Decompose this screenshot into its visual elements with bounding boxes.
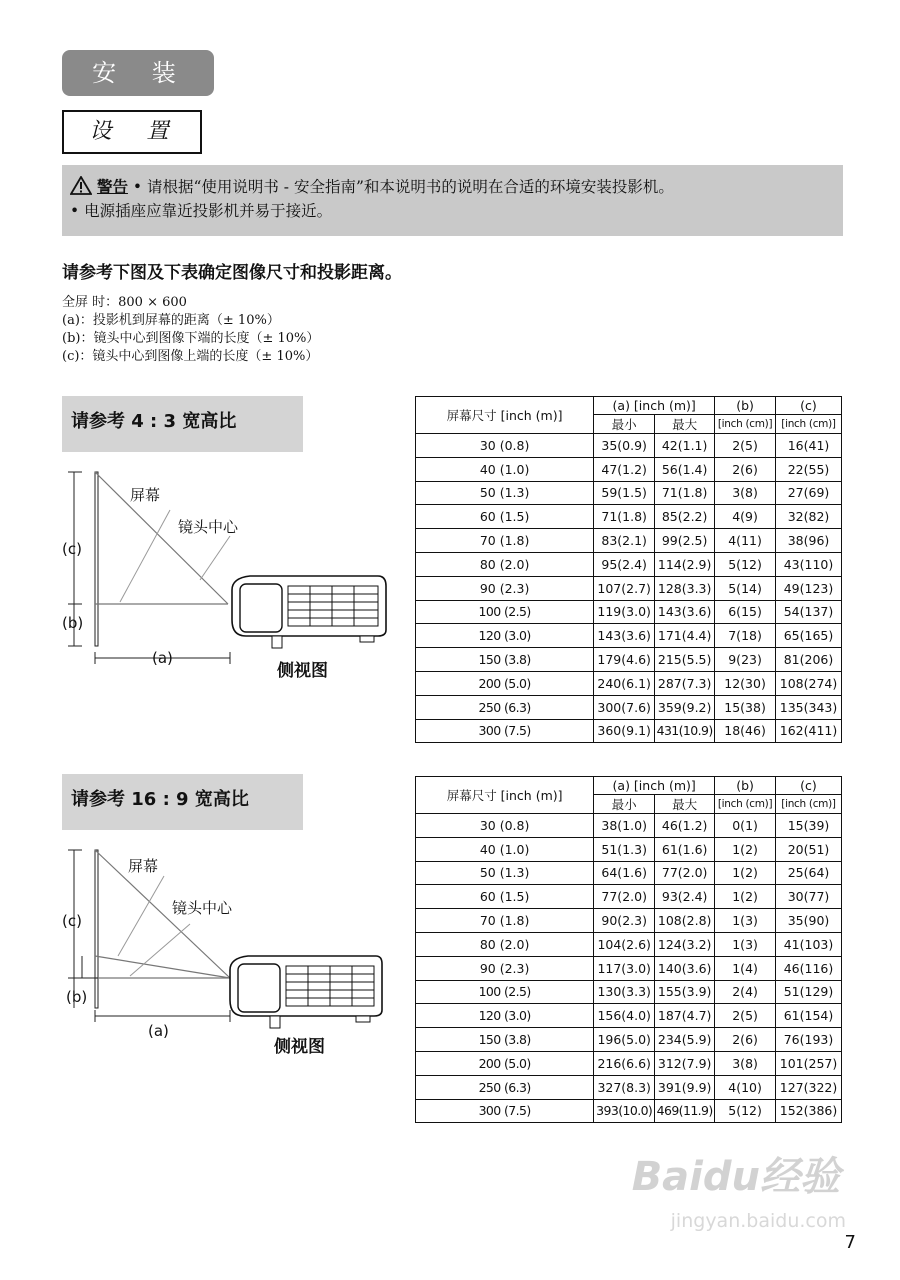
header-a: (a) [inch (m)] <box>594 397 715 415</box>
cell-size: 30 (0.8) <box>416 814 594 838</box>
header-b-unit: [inch (cm)] <box>715 415 776 434</box>
screen-shape <box>95 472 98 646</box>
lens-pointer-line <box>130 924 190 976</box>
side-view-diagram-169 <box>60 846 400 1046</box>
cell-size: 120 (3.0) <box>416 624 594 648</box>
cell-c: 51(129) <box>776 980 842 1004</box>
warning-title: 警告 <box>96 178 128 196</box>
cell-size: 70 (1.8) <box>416 909 594 933</box>
cell-b: 2(5) <box>715 434 776 458</box>
cell-a-max: 99(2.5) <box>655 529 715 553</box>
table-row <box>416 932 842 956</box>
note-a: (a)：投影机到屏幕的距离（± 10%） <box>62 313 280 328</box>
cell-b: 5(14) <box>715 576 776 600</box>
page-number: 7 <box>844 1232 856 1253</box>
cell-c: 76(193) <box>776 1028 842 1052</box>
cell-a-min: 90(2.3) <box>594 909 655 933</box>
table-row <box>416 552 842 576</box>
cell-c: 20(51) <box>776 837 842 861</box>
cell-a-max: 359(9.2) <box>655 695 715 719</box>
cell-a-max: 114(2.9) <box>655 552 715 576</box>
cell-c: 127(322) <box>776 1075 842 1099</box>
projector-icon <box>232 576 386 648</box>
header-c: (c) <box>776 777 842 795</box>
cell-a-min: 196(5.0) <box>594 1028 655 1052</box>
header-b: (b) <box>715 777 776 795</box>
table-row <box>416 434 842 458</box>
note-c: (c)：镜头中心到图像上端的长度（± 10%） <box>62 349 319 364</box>
warning-triangle-icon <box>70 176 92 195</box>
table-row <box>416 600 842 624</box>
cell-b: 1(3) <box>715 909 776 933</box>
cell-b: 7(18) <box>715 624 776 648</box>
notes <box>62 294 319 366</box>
cell-a-min: 327(8.3) <box>594 1075 655 1099</box>
subsection-title: 设 置 <box>62 110 202 154</box>
label-c: (c) <box>62 912 82 930</box>
header-max: 最大 <box>655 415 715 434</box>
cell-b: 2(6) <box>715 1028 776 1052</box>
label-lens: 镜头中心 <box>178 518 239 536</box>
side-view-diagram-43 <box>60 470 400 680</box>
cell-size: 150 (3.8) <box>416 1028 594 1052</box>
note-b: (b)：镜头中心到图像下端的长度（± 10%） <box>62 331 320 346</box>
table-row <box>416 1051 842 1075</box>
cell-size: 70 (1.8) <box>416 529 594 553</box>
cell-c: 152(386) <box>776 1099 842 1123</box>
cell-a-min: 95(2.4) <box>594 552 655 576</box>
table-169 <box>415 776 842 1123</box>
cell-a-max: 56(1.4) <box>655 457 715 481</box>
cell-size: 90 (2.3) <box>416 956 594 980</box>
label-c: (c) <box>62 540 82 558</box>
cell-a-max: 128(3.3) <box>655 576 715 600</box>
label-side-view: 侧视图 <box>274 1037 325 1057</box>
label-a: (a) <box>148 1022 169 1040</box>
cell-size: 200 (5.0) <box>416 1051 594 1075</box>
table-row <box>416 529 842 553</box>
cell-a-min: 51(1.3) <box>594 837 655 861</box>
cell-c: 65(165) <box>776 624 842 648</box>
cell-a-min: 240(6.1) <box>594 671 655 695</box>
table-43 <box>415 396 842 743</box>
cell-size: 90 (2.3) <box>416 576 594 600</box>
cell-a-max: 124(3.2) <box>655 932 715 956</box>
label-b: (b) <box>62 614 84 632</box>
cell-b: 1(2) <box>715 837 776 861</box>
cell-size: 120 (3.0) <box>416 1004 594 1028</box>
cell-a-min: 77(2.0) <box>594 885 655 909</box>
cell-size: 250 (6.3) <box>416 695 594 719</box>
cell-size: 300 (7.5) <box>416 719 594 743</box>
beam-top-line <box>95 472 228 604</box>
cell-a-min: 360(9.1) <box>594 719 655 743</box>
cell-a-max: 234(5.9) <box>655 1028 715 1052</box>
cell-b: 4(9) <box>715 505 776 529</box>
lens-pointer-line <box>200 536 230 580</box>
cell-size: 50 (1.3) <box>416 861 594 885</box>
warning-line-1: • 请根据“使用说明书 - 安全指南”和本说明书的说明在合适的环境安装投影机。 <box>132 178 674 196</box>
cell-a-min: 47(1.2) <box>594 457 655 481</box>
watermark-url: jingyan.baidu.com <box>670 1210 846 1232</box>
label-lens: 镜头中心 <box>172 899 233 917</box>
header-min: 最小 <box>594 415 655 434</box>
note-full-screen: 全屏 时：800 × 600 <box>62 295 187 310</box>
watermark-logo: Baidu经验 <box>631 1154 840 1200</box>
cell-c: 27(69) <box>776 481 842 505</box>
cell-size: 40 (1.0) <box>416 457 594 481</box>
label-b: (b) <box>66 988 88 1006</box>
header-b: (b) <box>715 397 776 415</box>
cell-a-min: 64(1.6) <box>594 861 655 885</box>
table-row <box>416 1028 842 1052</box>
page-heading: 请参考下图及下表确定图像尺寸和投影距离。 <box>62 263 402 283</box>
cell-b: 9(23) <box>715 648 776 672</box>
cell-a-max: 171(4.4) <box>655 624 715 648</box>
cell-size: 40 (1.0) <box>416 837 594 861</box>
cell-c: 35(90) <box>776 909 842 933</box>
table-row <box>416 1075 842 1099</box>
cell-c: 61(154) <box>776 1004 842 1028</box>
cell-a-max: 215(5.5) <box>655 648 715 672</box>
cell-c: 43(110) <box>776 552 842 576</box>
cell-b: 12(30) <box>715 671 776 695</box>
cell-size: 80 (2.0) <box>416 552 594 576</box>
cell-a-max: 469(11.9) <box>655 1099 715 1123</box>
cell-a-max: 187(4.7) <box>655 1004 715 1028</box>
cell-c: 30(77) <box>776 885 842 909</box>
cell-a-max: 42(1.1) <box>655 434 715 458</box>
cell-a-min: 300(7.6) <box>594 695 655 719</box>
cell-a-max: 287(7.3) <box>655 671 715 695</box>
cell-c: 162(411) <box>776 719 842 743</box>
header-c-unit: [inch (cm)] <box>776 795 842 814</box>
cell-a-max: 312(7.9) <box>655 1051 715 1075</box>
cell-b: 3(8) <box>715 1051 776 1075</box>
cell-a-min: 83(2.1) <box>594 529 655 553</box>
cell-b: 0(1) <box>715 814 776 838</box>
cell-a-min: 38(1.0) <box>594 814 655 838</box>
table-row <box>416 1004 842 1028</box>
cell-c: 32(82) <box>776 505 842 529</box>
table-row <box>416 956 842 980</box>
screen-pointer-line <box>118 876 164 956</box>
cell-a-max: 140(3.6) <box>655 956 715 980</box>
header-size: 屏幕尺寸 [inch (m)] <box>416 777 594 814</box>
cell-c: 22(55) <box>776 457 842 481</box>
cell-a-max: 77(2.0) <box>655 861 715 885</box>
cell-a-min: 119(3.0) <box>594 600 655 624</box>
table-row <box>416 980 842 1004</box>
cell-b: 1(2) <box>715 885 776 909</box>
ratio-169-title: 请参考 16 : 9 宽高比 <box>62 774 303 830</box>
header-c: (c) <box>776 397 842 415</box>
cell-size: 150 (3.8) <box>416 648 594 672</box>
cell-size: 100 (2.5) <box>416 600 594 624</box>
cell-c: 25(64) <box>776 861 842 885</box>
table-row <box>416 576 842 600</box>
cell-b: 2(5) <box>715 1004 776 1028</box>
cell-b: 5(12) <box>715 552 776 576</box>
label-side-view: 侧视图 <box>277 661 328 681</box>
table-row <box>416 861 842 885</box>
cell-a-min: 107(2.7) <box>594 576 655 600</box>
cell-a-max: 143(3.6) <box>655 600 715 624</box>
cell-b: 18(46) <box>715 719 776 743</box>
cell-b: 1(3) <box>715 932 776 956</box>
cell-a-max: 108(2.8) <box>655 909 715 933</box>
header-min: 最小 <box>594 795 655 814</box>
cell-c: 16(41) <box>776 434 842 458</box>
table-row <box>416 648 842 672</box>
cell-a-min: 143(3.6) <box>594 624 655 648</box>
ratio-43-title: 请参考 4 : 3 宽高比 <box>62 396 303 452</box>
cell-size: 300 (7.5) <box>416 1099 594 1123</box>
cell-a-min: 104(2.6) <box>594 932 655 956</box>
table-row <box>416 814 842 838</box>
cell-a-min: 59(1.5) <box>594 481 655 505</box>
cell-b: 2(6) <box>715 457 776 481</box>
cell-c: 49(123) <box>776 576 842 600</box>
cell-b: 1(4) <box>715 956 776 980</box>
cell-b: 1(2) <box>715 861 776 885</box>
cell-b: 5(12) <box>715 1099 776 1123</box>
table-row <box>416 457 842 481</box>
cell-size: 60 (1.5) <box>416 885 594 909</box>
projector-icon <box>230 956 382 1028</box>
cell-a-max: 46(1.2) <box>655 814 715 838</box>
cell-c: 46(116) <box>776 956 842 980</box>
header-a: (a) [inch (m)] <box>594 777 715 795</box>
table-row <box>416 885 842 909</box>
cell-a-max: 431(10.9) <box>655 719 715 743</box>
label-screen: 屏幕 <box>128 857 159 875</box>
cell-b: 6(15) <box>715 600 776 624</box>
cell-c: 41(103) <box>776 932 842 956</box>
label-a: (a) <box>152 649 173 667</box>
header-max: 最大 <box>655 795 715 814</box>
header-size: 屏幕尺寸 [inch (m)] <box>416 397 594 434</box>
cell-a-max: 61(1.6) <box>655 837 715 861</box>
cell-c: 54(137) <box>776 600 842 624</box>
cell-a-min: 393(10.0) <box>594 1099 655 1123</box>
cell-a-min: 179(4.6) <box>594 648 655 672</box>
cell-b: 4(10) <box>715 1075 776 1099</box>
cell-c: 135(343) <box>776 695 842 719</box>
cell-a-max: 93(2.4) <box>655 885 715 909</box>
table-row <box>416 695 842 719</box>
header-b-unit: [inch (cm)] <box>715 795 776 814</box>
cell-c: 101(257) <box>776 1051 842 1075</box>
cell-a-max: 391(9.9) <box>655 1075 715 1099</box>
cell-c: 15(39) <box>776 814 842 838</box>
cell-a-max: 71(1.8) <box>655 481 715 505</box>
cell-a-min: 71(1.8) <box>594 505 655 529</box>
table-row <box>416 671 842 695</box>
cell-a-max: 85(2.2) <box>655 505 715 529</box>
cell-b: 3(8) <box>715 481 776 505</box>
table-row <box>416 481 842 505</box>
screen-pointer-line <box>120 510 170 602</box>
cell-b: 15(38) <box>715 695 776 719</box>
cell-b: 4(11) <box>715 529 776 553</box>
cell-a-min: 35(0.9) <box>594 434 655 458</box>
cell-c: 81(206) <box>776 648 842 672</box>
cell-a-min: 216(6.6) <box>594 1051 655 1075</box>
cell-b: 2(4) <box>715 980 776 1004</box>
table-row <box>416 505 842 529</box>
table-row <box>416 837 842 861</box>
cell-c: 38(96) <box>776 529 842 553</box>
table-row <box>416 909 842 933</box>
table-row <box>416 624 842 648</box>
cell-size: 250 (6.3) <box>416 1075 594 1099</box>
header-c-unit: [inch (cm)] <box>776 415 842 434</box>
cell-a-min: 130(3.3) <box>594 980 655 1004</box>
cell-c: 108(274) <box>776 671 842 695</box>
cell-size: 80 (2.0) <box>416 932 594 956</box>
table-row <box>416 719 842 743</box>
section-title: 安 装 <box>62 50 214 96</box>
cell-size: 200 (5.0) <box>416 671 594 695</box>
warning-box <box>62 165 843 236</box>
table-row <box>416 1099 842 1123</box>
cell-a-min: 156(4.0) <box>594 1004 655 1028</box>
cell-a-min: 117(3.0) <box>594 956 655 980</box>
cell-size: 30 (0.8) <box>416 434 594 458</box>
screen-shape <box>95 850 98 1008</box>
cell-a-max: 155(3.9) <box>655 980 715 1004</box>
cell-size: 50 (1.3) <box>416 481 594 505</box>
warning-line-2: • 电源插座应靠近投影机并易于接近。 <box>70 202 333 220</box>
cell-size: 100 (2.5) <box>416 980 594 1004</box>
label-screen: 屏幕 <box>130 486 161 504</box>
cell-size: 60 (1.5) <box>416 505 594 529</box>
